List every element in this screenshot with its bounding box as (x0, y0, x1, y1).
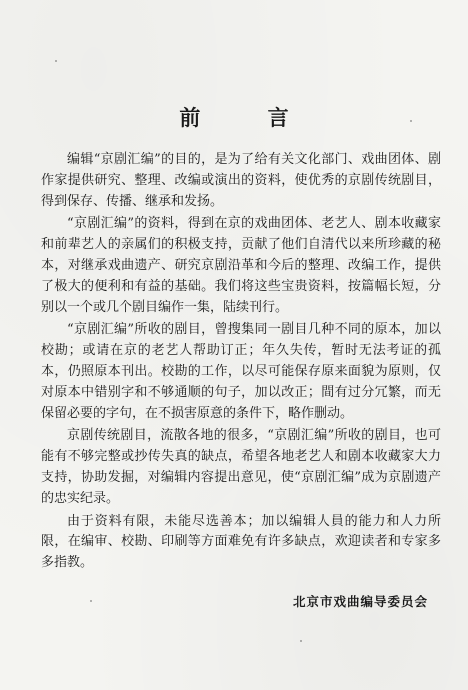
paragraph-5: 由于资料有限，未能尽选善本；加以编辑人員的能力和人力所限，在编审、校勘、印刷等方面难免有许多缺点，欢迎读者和专家多多指教。 (41, 513, 441, 571)
page-title: 前 言 (179, 105, 319, 130)
preface-body (41, 150, 441, 576)
paragraph-2: “京剧汇编”的资料，得到在京的戏曲团体、老艺人、剧本收藏家和前辈艺人的亲属们的积极支持，贡献了他们自清代以来所珍藏的秘本，对继承戏曲遗产、研究京剧沿革和今后的整理、改编工作，提供了极大的便利和有益的基础。我们将这些宝贵资料，按篇幅长短，分别以一个或几个剧目编作一集，陆续刊行。 (41, 216, 441, 315)
paragraph-1: 编辑“京剧汇编”的目的，是为了给有关文化部门、戏曲团体、剧作家提供研究、整理、改编或演出的资料，使优秀的京剧传统剧目，得到保存、传播、继承和发扬。 (41, 152, 441, 209)
signature: 北京市戏曲编导委员会 (292, 594, 428, 609)
scan-speck (55, 60, 57, 62)
scan-speck (300, 640, 302, 642)
paragraph-4: 京剧传统剧目，流散各地的很多，“京剧汇编”所收的剧目，也可能有不够完整或抄传失真的缺点，希望各地老艺人和剧本收藏家大力支持，协助发掘，对编辑内容提出意见，使“京剧汇编”成为京剧遗产的忠实纪录。 (41, 428, 441, 506)
scan-speck (410, 120, 412, 122)
scan-speck (90, 600, 92, 602)
paragraph-3: “京剧汇编”所收的剧目，曾搜集同一剧目几种不同的原本，加以校勘；或请在京的老艺人帮助订正；年久失传，暂时无法考证的孤本，仍照原本刊出。校勘的工作，以尽可能保存原来面貌为原则，仅对原本中错别字和不够通顺的句子，加以改正；間有过分冗繁，而无保留必要的字句，在不损害原意的条件下，略作删动。 (41, 322, 441, 421)
